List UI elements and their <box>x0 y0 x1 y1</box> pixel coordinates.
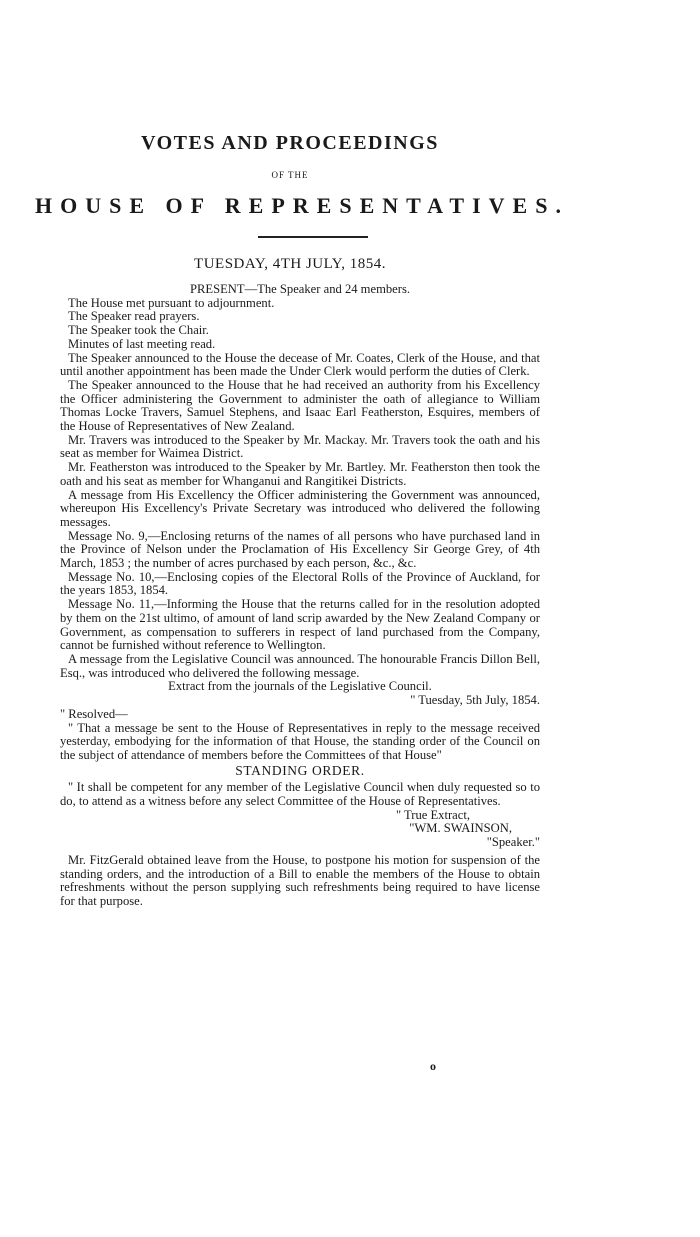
paragraph: The Speaker read prayers. <box>68 309 200 324</box>
proceedings-body <box>60 283 540 909</box>
paragraph: Mr. Travers was introduced to the Speaker by Mr. Mackay. Mr. Travers took the oath and his seat as member for Waimea District. <box>60 432 540 461</box>
standing-order-text: " It shall be competent for any member of the Legislative Council when duly requested so to do, to attend as a witness before any select Committee of the House of Representatives. <box>60 780 540 809</box>
title-votes-and-proceedings: VOTES AND PROCEEDINGS <box>141 132 439 154</box>
title-of-the: OF THE <box>271 170 309 180</box>
paragraph: Mr. Featherston was introduced to the Speaker by Mr. Bartley. Mr. Featherston then took the oath and his seat as member for Whanganui and Rangitikei Districts. <box>60 460 540 488</box>
paragraph: Minutes of last meeting read. <box>68 336 216 351</box>
paragraph: The Speaker took the Chair. <box>68 323 209 338</box>
signatory-role: "Speaker." <box>486 835 540 850</box>
paragraph: A message from the Legislative Council was announced. The honourable Francis Dillon Bell, Esq., was introduced who delivered the following message. <box>60 651 540 680</box>
resolution-text: " That a message be sent to the House of Representatives in reply to the message received yesterday, embodying for the information of that House, the standing order of the Council on the subject of attendance of members before the Committees of that House" <box>60 720 540 762</box>
page-marker: o <box>430 1059 436 1073</box>
true-extract: " True Extract, <box>395 807 470 822</box>
paragraph: Message No. 11,—Informing the House that the returns called for in the resolution adopted by them on the 21st ultimo, of amount of land scrip awarded by the New Zealand Company or Government, as compensation to sufferers in respect of land purchased from the Company, cannot be furnished without reference to Wellington. <box>60 597 540 653</box>
title-divider <box>258 236 368 238</box>
signatory-name: "WM. SWAINSON, <box>409 821 512 836</box>
session-date: TUESDAY, 4TH JULY, 1854. <box>194 256 386 272</box>
extract-heading: Extract from the journals of the Legislative Council. <box>168 679 432 694</box>
final-paragraph: Mr. FitzGerald obtained leave from the House, to postpone his motion for suspension of the standing orders, and the introduction of a Bill to enable the members of the House to obtain refreshments without the person supplying such refreshments being required to have license for that purpose. <box>60 852 540 908</box>
paragraph: The House met pursuant to adjournment. <box>68 295 275 310</box>
resolved-label: " Resolved— <box>60 706 128 721</box>
present-line: PRESENT—The Speaker and 24 members. <box>190 282 410 296</box>
paragraph: Message No. 9,—Enclosing returns of the names of all persons who have purchased land in the Province of Nelson under the Proclamation of His Excellency Sir George Grey, of 4th March, 1853 ; the number of acres purchased by each person, &c., &c. <box>60 528 540 571</box>
paragraph: The Speaker announced to the House the decease of Mr. Coates, Clerk of the House, and that until another appointment has been made the Under Clerk would perform the duties of Clerk. <box>60 350 540 379</box>
extract-date: " Tuesday, 5th July, 1854. <box>410 693 540 708</box>
title-house-of-representatives: HOUSE OF REPRESENTATIVES. <box>35 193 569 218</box>
standing-order-title: STANDING ORDER. <box>235 762 365 778</box>
paragraph: A message from His Excellency the Officer administering the Government was announced, whereupon His Excellency's Private Secretary was introduced who delivered the following messages. <box>60 487 540 529</box>
paragraph: Message No. 10,—Enclosing copies of the Electoral Rolls of the Province of Auckland, for the years 1853, 1854. <box>60 569 540 598</box>
paragraph: The Speaker announced to the House that he had received an authority from his Excellency the Officer administering the Government to administer the oath of allegiance to William Thomas Locke Travers, Samuel Stephens, and Isaac Earl Featherston, Esquires, members of the House of Representatives of New Zealand. <box>60 377 540 434</box>
